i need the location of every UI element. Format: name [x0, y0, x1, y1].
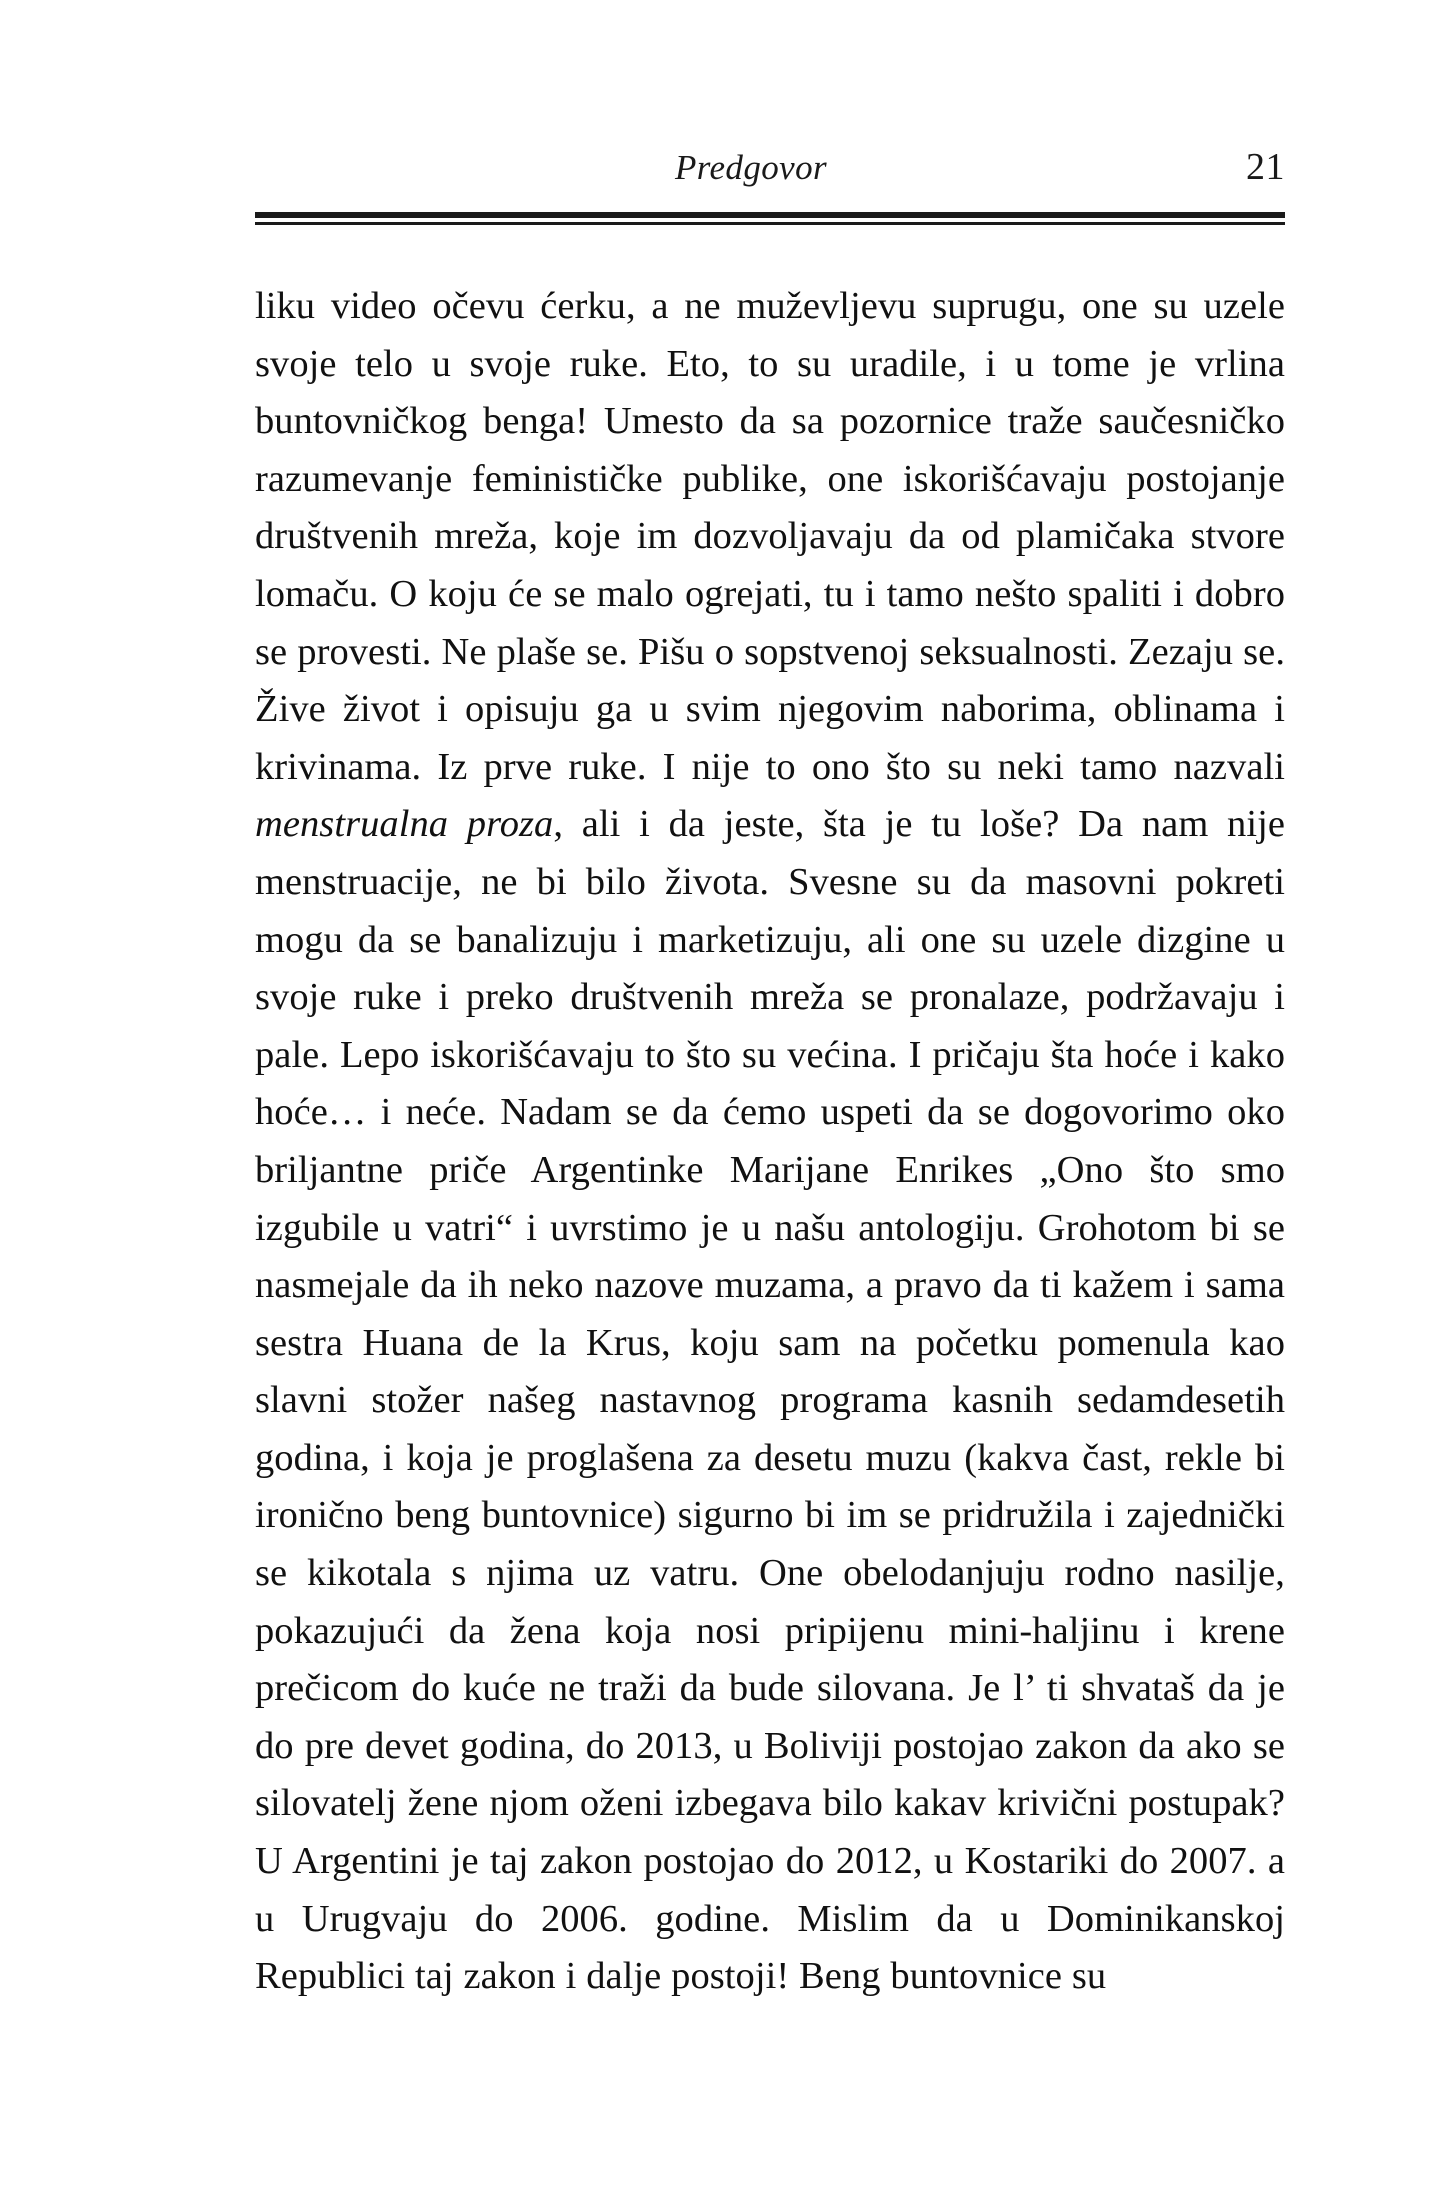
body-text-after-italic: , ali i da jeste, šta je tu loše? Da nam nije menstruacije, ne bi bilo života. Svesne su da masovni pokreti mogu da se banalizuju i marketizuju, ali one su uzele dizgine u svoje ruke i preko društvenih mreža se pronalaze, podržavaju i pale. Lepo iskorišćavaju to što su većina. I pričaju šta hoće i kako hoće… i neće. Nadam se da ćemo uspeti da se dogovorimo oko briljantne priče Argentinke Marijane Enrikes „Ono što smo izgubile u vatri“ i uvrstimo je u našu antologiju. Grohotom bi se nasmejale da ih neko nazove muzama, a pravo da ti kažem i sama sestra Huana de la Krus, koju sam na početku pomenula kao slavni stožer našeg nastavnog programa kasnih sedamdesetih godina, i koja je proglašena za desetu muzu (kakva čast, rekle bi ironično beng buntovnice) sigurno bi im se pridružila i zajednički se kikotala s njima uz vatru. One obelodanjuju rodno nasilje, pokazujući da žena koja nosi pripijenu mini-haljinu i krene prečicom do kuće ne traži da bude silovana. Je l’ ti shvataš da je do pre devet godina, do 2013, u Boliviji postojao zakon da ako se silovatelj žene njom oženi izbegava bilo kakav krivični postupak? U Argentini je taj zakon postojao do 2012, u Kostariki do 2007. a u Urugvaju do 2006. godine. Mislim da u Dominikanskoj Republici taj zakon i dalje postoji! Beng buntovnice su [255, 803, 1285, 1998]
body-text-block [255, 278, 1285, 2006]
page-number: 21 [1246, 146, 1285, 188]
italic-emphasis-phrase: menstrualna proza [255, 803, 554, 846]
body-paragraph [255, 278, 1285, 2006]
rule-thin [255, 222, 1285, 225]
header-double-rule [255, 212, 1285, 225]
body-text-before-italic: liku video očevu ćerku, a ne muževljevu suprugu, one su uzele svoje telo u svoje ruke. Eto, to su uradile, i u tome je vrlina buntovničkog benga! Umesto da sa pozornice traže saučesničko razumevanje feminističke publike, one iskorišćavaju postojanje društvenih mreža, koje im dozvoljavaju da od plamičaka stvore lomaču. O koju će se malo ogrejati, tu i tamo nešto spaliti i dobro se provesti. Ne plaše se. Pišu o sopstvenoj seksualnosti. Zezaju se. Žive život i opisuju ga u svim njegovim naborima, oblinama i krivinama. Iz prve ruke. I nije to ono što su neki tamo nazvali [255, 285, 1285, 788]
running-head-title: Predgovor [675, 148, 827, 187]
running-head [255, 148, 1285, 202]
